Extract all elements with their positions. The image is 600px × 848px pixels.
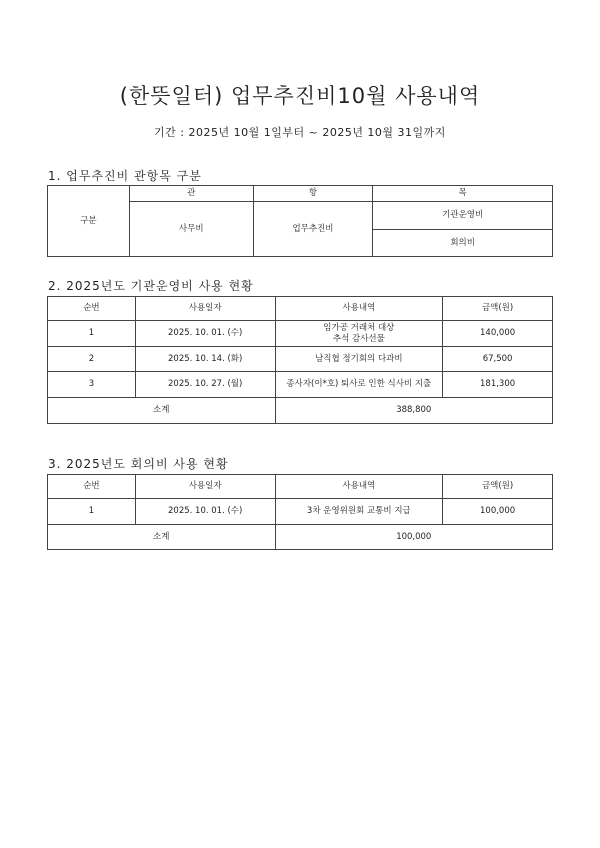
row-label-gubun: 구분 <box>48 186 130 257</box>
row-amount: 140,000 <box>443 321 553 347</box>
meeting-expense-table <box>47 474 553 550</box>
subtotal-label: 소계 <box>48 525 276 550</box>
header-mok: 목 <box>373 186 553 202</box>
subtotal-label: 소계 <box>48 398 276 424</box>
header-no: 순번 <box>48 297 136 321</box>
row-detail-line2: 추석 감사선물 <box>332 333 385 344</box>
row-date: 2025. 10. 01. (수) <box>135 321 275 347</box>
header-detail: 사용내역 <box>275 475 443 499</box>
row-no: 3 <box>48 372 136 398</box>
row-date: 2025. 10. 27. (월) <box>135 372 275 398</box>
operation-expense-table <box>47 296 553 424</box>
period-text: 기간 : 2025년 10월 1일부터 ~ 2025년 10월 31일까지 <box>154 126 446 139</box>
row-no: 1 <box>48 499 136 525</box>
row-date: 2025. 10. 14. (화) <box>135 347 275 372</box>
header-amount: 금액(원) <box>443 297 553 321</box>
row-amount: 100,000 <box>443 499 553 525</box>
section3-title: 3. 2025년도 회의비 사용 현황 <box>48 457 229 471</box>
header-detail: 사용내역 <box>275 297 443 321</box>
header-gwan: 관 <box>129 186 253 202</box>
mok-value-operation: 기관운영비 <box>373 202 553 230</box>
section2-title: 2. 2025년도 기관운영비 사용 현황 <box>48 279 254 293</box>
row-no: 2 <box>48 347 136 372</box>
header-hang: 항 <box>253 186 373 202</box>
header-no: 순번 <box>48 475 136 499</box>
row-no: 1 <box>48 321 136 347</box>
row-detail-line1: 임가공 거래처 대상 <box>323 322 395 333</box>
table-row <box>48 499 553 525</box>
account-classification-table <box>47 185 553 257</box>
row-detail: 종사자(이*호) 퇴사로 인한 식사비 지출 <box>275 372 443 398</box>
header-date: 사용일자 <box>135 297 275 321</box>
gwan-value: 사무비 <box>129 202 253 257</box>
subtotal-value: 100,000 <box>275 525 552 550</box>
table-row <box>48 372 553 398</box>
subtotal-value: 388,800 <box>275 398 552 424</box>
row-detail <box>275 321 443 347</box>
table-row <box>48 347 553 372</box>
row-detail: 남직협 정기회의 다과비 <box>275 347 443 372</box>
row-detail: 3차 운영위원회 교통비 지급 <box>275 499 443 525</box>
header-date: 사용일자 <box>135 475 275 499</box>
table-row <box>48 321 553 347</box>
row-amount: 181,300 <box>443 372 553 398</box>
row-date: 2025. 10. 01. (수) <box>135 499 275 525</box>
hang-value: 업무추진비 <box>253 202 373 257</box>
document-title: (한뜻일터) 업무추진비10월 사용내역 <box>119 84 481 108</box>
mok-value-meeting: 회의비 <box>373 230 553 257</box>
section1-title: 1. 업무추진비 관항목 구분 <box>48 169 202 183</box>
header-amount: 금액(원) <box>443 475 553 499</box>
row-amount: 67,500 <box>443 347 553 372</box>
